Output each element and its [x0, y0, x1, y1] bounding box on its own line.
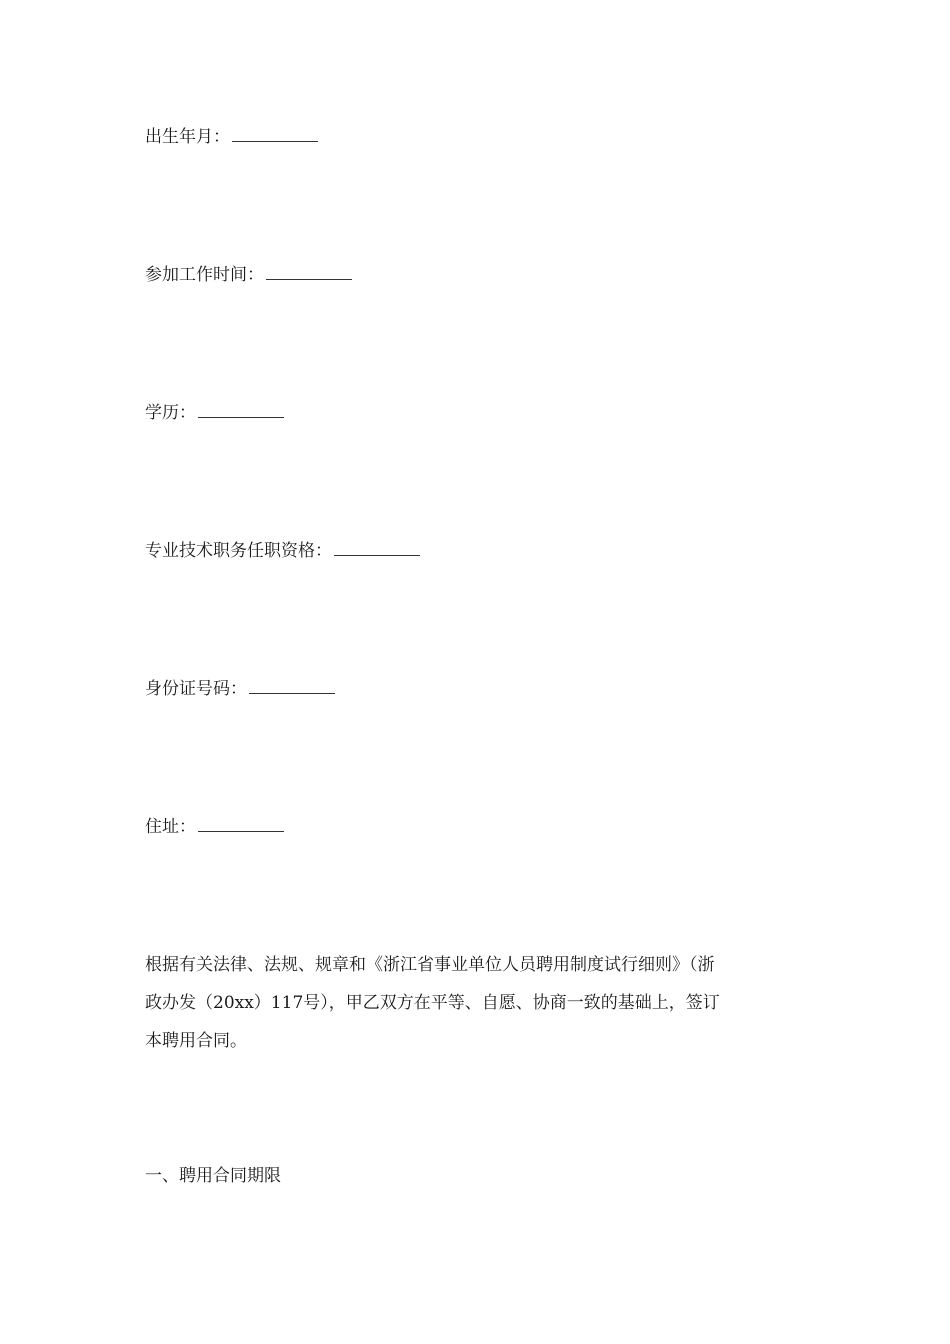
qualification-label: 专业技术职务任职资格：	[145, 541, 332, 561]
birth-date-blank	[232, 127, 318, 142]
qualification-blank	[334, 541, 420, 556]
work-start-blank	[266, 265, 352, 280]
birth-date-label: 出生年月：	[145, 127, 230, 147]
address-field	[145, 815, 284, 839]
work-start-label: 参加工作时间：	[145, 265, 264, 285]
work-start-field	[145, 263, 352, 287]
section-heading: 一、聘用合同期限	[145, 1166, 281, 1186]
paragraph-line: 政办发（20xx）117号），甲乙双方在平等、自愿、协商一致的基础上，签订	[145, 993, 720, 1013]
birth-date-field	[145, 125, 318, 149]
address-blank	[198, 817, 284, 832]
paragraph-line: 根据有关法律、法规、规章和《浙江省事业单位人员聘用制度试行细则》（浙	[145, 955, 715, 975]
education-label: 学历：	[145, 403, 196, 423]
id-number-label: 身份证号码：	[145, 679, 247, 699]
education-blank	[198, 403, 284, 418]
contract-basis-paragraph	[145, 946, 795, 1060]
paragraph-line: 本聘用合同。	[145, 1031, 247, 1051]
address-label: 住址：	[145, 817, 196, 837]
id-number-blank	[249, 679, 335, 694]
qualification-field	[145, 539, 420, 563]
id-number-field	[145, 677, 335, 701]
education-field	[145, 401, 284, 425]
